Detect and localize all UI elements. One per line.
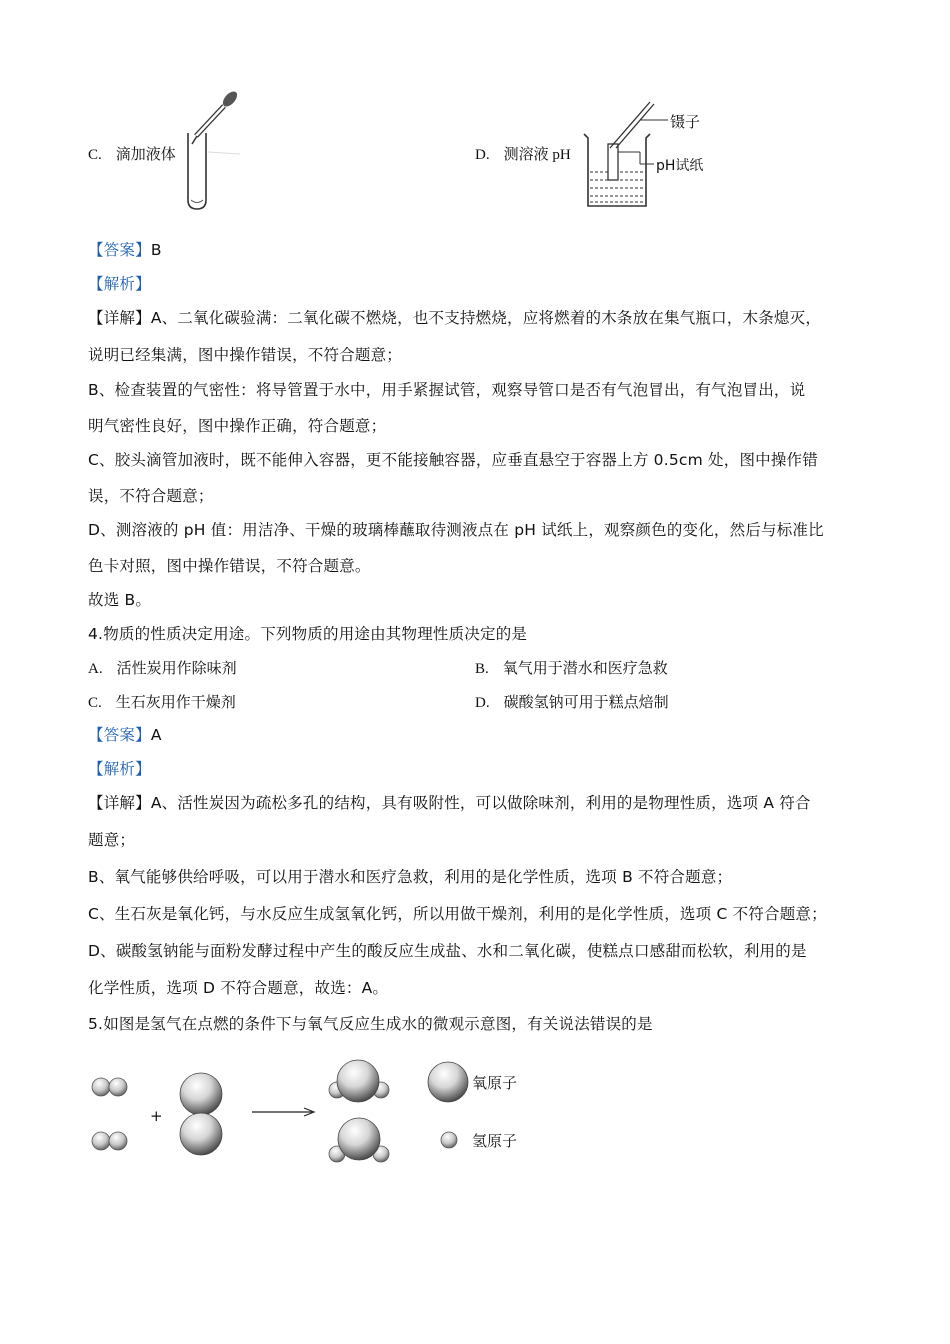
hydrogen-molecule (92, 1132, 127, 1150)
option-label: C. (88, 147, 102, 163)
q3-detail-line: 明气密性良好，图中操作正确，符合题意； (88, 417, 387, 435)
answer-tag: 【答案】 (88, 241, 151, 259)
reaction-arrow (252, 1108, 314, 1116)
option-text: 碳酸氢钠可用于糕点焙制 (503, 693, 669, 711)
tweezers (610, 102, 650, 148)
q3-option-c (88, 144, 176, 165)
option-label: D. (475, 695, 490, 711)
q3-detail-line: B、检查装置的气密性：将导管置于水中，用手紧握试管，观察导管口是否有气泡冒出，有气泡冒出，说 (88, 381, 806, 399)
q4-analysis-heading (88, 759, 151, 779)
q4-option-b (475, 658, 668, 679)
water-molecule (329, 1118, 389, 1162)
q4-detail-line: C、生石灰是氧化钙，与水反应生成氢氧化钙，所以用做干燥剂，利用的是化学性质，选项 C 不符合题意； (88, 905, 827, 923)
option-text: 氧气用于潜水和医疗急救 (502, 659, 668, 677)
q3-detail-line (88, 308, 821, 328)
detail-text: A、活性炭因为疏松多孔的结构，具有吸附性，可以做除味剂，利用的是物理性质，选项 A 符合 (150, 794, 811, 812)
option-label: D. (475, 147, 490, 163)
option-text: 测溶液 pH (503, 147, 571, 163)
ph-paper (608, 144, 618, 180)
detail-tag: 【详解】 (88, 309, 151, 327)
beaker-ph-figure (580, 98, 720, 212)
q5-stem: 5.如图是氢气在点燃的条件下与氧气反应生成水的微观示意图，有关说法错误的是 (88, 1015, 653, 1033)
q3-answer (88, 240, 162, 260)
hydrogen-atom-label: 氢原子 (472, 1132, 518, 1150)
plus-sign: + (150, 1107, 163, 1125)
oxygen-atom-legend (428, 1062, 468, 1102)
q4-option-c (88, 692, 236, 713)
dropper-test-tube-figure (180, 88, 250, 214)
water-formation-diagram (80, 1048, 550, 1178)
q4-option-d (475, 692, 669, 713)
answer-value: B (150, 241, 162, 259)
answer-tag: 【答案】 (88, 726, 151, 744)
q3-detail-line: 色卡对照，图中操作错误，不符合题意。 (88, 557, 371, 575)
q4-detail-line: D、碳酸氢钠能与面粉发酵过程中产生的酸反应生成盐、水和二氧化碳，使糕点口感甜而松软，利用的是 (88, 942, 807, 960)
option-label: B. (475, 661, 489, 677)
oxygen-molecule (180, 1073, 222, 1155)
test-tube (188, 133, 206, 209)
q3-analysis-heading (88, 274, 151, 294)
q3-option-d (475, 144, 571, 165)
answer-value: A (150, 726, 162, 744)
q4-detail-line: B、氧气能够供给呼吸，可以用于潜水和医疗急救，利用的是化学性质，选项 B 不符合题意； (88, 868, 733, 886)
hydrogen-molecule (92, 1078, 127, 1096)
tweezers-label: 镊子 (670, 113, 701, 131)
analysis-tag: 【解析】 (88, 275, 151, 293)
q3-detail-line: C、胶头滴管加液时，既不能伸入容器，更不能接触容器，应垂直悬空于容器上方 0.5cm 处，图中操作错 (88, 451, 818, 469)
analysis-tag: 【解析】 (88, 760, 151, 778)
q4-option-a (88, 658, 237, 679)
water-molecule (329, 1060, 389, 1102)
hydrogen-atom-legend (441, 1132, 457, 1148)
q3-detail-line: D、测溶液的 pH 值：用洁净、干燥的玻璃棒蘸取待测液点在 pH 试纸上，观察颜色的变化，然后与标准比 (88, 521, 824, 539)
detail-text: A、二氧化碳验满：二氧化碳不燃烧，也不支持燃烧，应将燃着的木条放在集气瓶口，木条熄灭， (150, 309, 822, 327)
option-text: 生石灰用作干燥剂 (115, 693, 236, 711)
q3-detail-line: 说明已经集满，图中操作错误，不符合题意； (88, 346, 403, 364)
q4-detail-line (88, 793, 811, 813)
q3-conclusion: 故选 B。 (88, 591, 152, 609)
detail-tag: 【详解】 (88, 794, 151, 812)
q4-stem: 4.物质的性质决定用途。下列物质的用途由其物理性质决定的是 (88, 625, 528, 643)
option-label: C. (88, 695, 102, 711)
q4-detail-line: 题意； (88, 831, 136, 849)
q4-detail-line: 化学性质，选项 D 不符合题意，故选：A。 (88, 979, 389, 997)
oxygen-atom-label: 氧原子 (472, 1074, 518, 1092)
option-label: A. (88, 661, 103, 677)
ph-paper-label: pH试纸 (656, 158, 704, 174)
q3-detail-line: 误，不符合题意； (88, 487, 214, 505)
option-text: 活性炭用作除味剂 (116, 659, 237, 677)
q4-answer (88, 725, 162, 745)
option-text: 滴加液体 (115, 145, 176, 163)
